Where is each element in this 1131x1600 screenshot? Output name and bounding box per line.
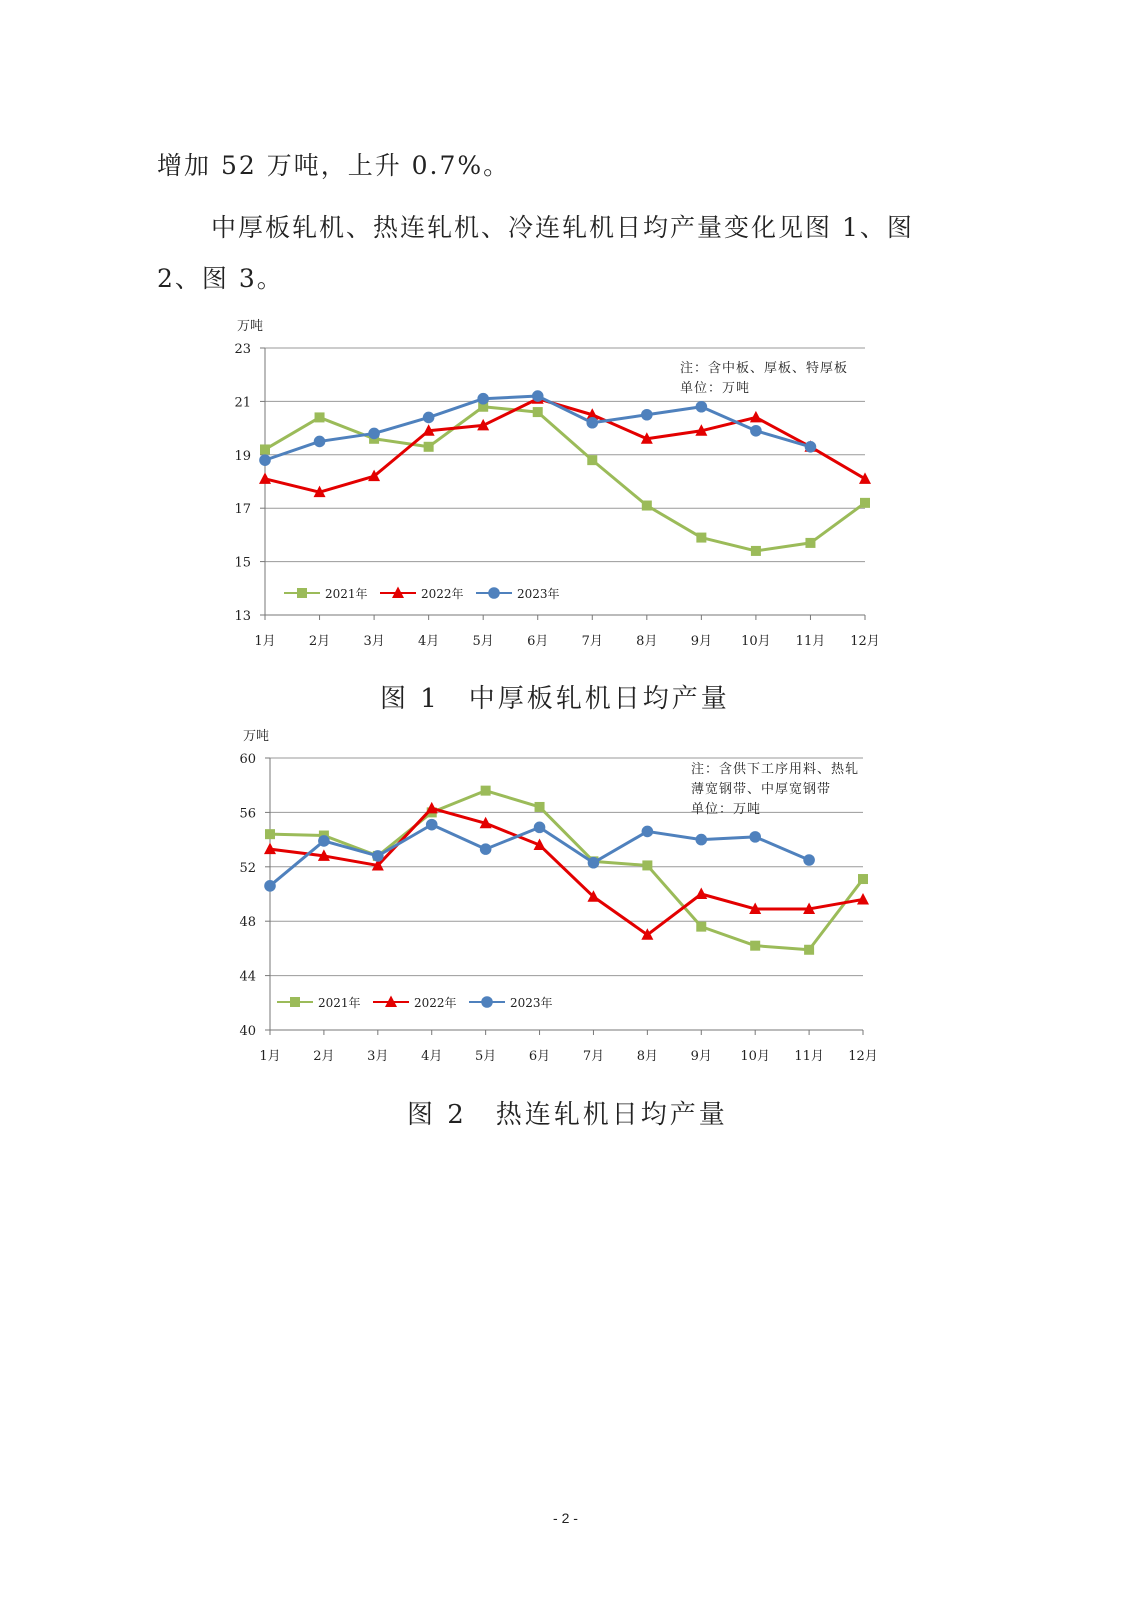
data-point-2023: [259, 454, 271, 466]
x-tick-label: 5月: [474, 1049, 497, 1064]
legend-label: 2021年: [318, 996, 361, 1010]
chart-1: [0, 310, 1131, 650]
chart-note: 注：含供下工序用料、热轧: [691, 762, 860, 777]
paragraph-line-1: 增加 52 万吨，上升 0.7%。: [157, 151, 511, 180]
x-tick-label: 1月: [259, 1049, 281, 1064]
data-point-2023: [426, 819, 438, 831]
data-point-2021: [642, 501, 652, 511]
legend-marker: [488, 587, 500, 599]
data-point-2021: [804, 945, 814, 955]
data-point-2021: [858, 874, 868, 884]
data-point-2021: [535, 802, 545, 812]
y-tick-label: 56: [239, 806, 256, 822]
data-point-2021: [260, 444, 270, 454]
data-point-2023: [588, 857, 600, 869]
legend-label: 2021年: [325, 587, 368, 601]
data-point-2023: [586, 417, 598, 429]
x-tick-label: 7月: [582, 1049, 605, 1064]
y-tick-label: 21: [234, 395, 251, 411]
x-tick-label: 4月: [421, 1049, 443, 1064]
data-point-2023: [368, 428, 380, 440]
data-point-2023: [696, 401, 708, 413]
y-tick-label: 13: [234, 609, 251, 624]
x-tick-label: 6月: [528, 1049, 551, 1064]
x-tick-label: 11月: [794, 1049, 824, 1064]
data-point-2021: [533, 407, 543, 417]
y-tick-label: 19: [234, 448, 251, 464]
series-line-2022: [265, 399, 865, 492]
x-tick-label: 9月: [690, 1049, 712, 1064]
series-line-2023: [270, 825, 809, 886]
legend-label: 2023年: [510, 996, 553, 1010]
x-tick-label: 12月: [850, 634, 880, 649]
data-point-2023: [695, 834, 707, 846]
legend-marker: [297, 588, 307, 598]
x-tick-label: 9月: [690, 634, 713, 649]
x-tick-label: 10月: [741, 634, 771, 649]
data-point-2021: [424, 442, 434, 452]
data-point-2021: [587, 455, 597, 465]
x-tick-label: 2月: [313, 1049, 335, 1064]
data-point-2023: [749, 831, 761, 843]
data-point-2023: [642, 826, 654, 838]
x-tick-label: 3月: [363, 634, 385, 649]
data-point-2021: [860, 498, 870, 508]
x-tick-label: 10月: [740, 1049, 770, 1064]
chart-note: 单位：万吨: [680, 381, 751, 396]
data-point-2023: [534, 822, 546, 834]
data-point-2021: [642, 860, 652, 870]
data-point-2023: [264, 880, 276, 892]
x-tick-label: 8月: [636, 634, 658, 649]
data-point-2023: [318, 835, 330, 847]
data-point-2023: [803, 854, 815, 866]
data-point-2021: [805, 538, 815, 548]
data-point-2021: [750, 941, 760, 951]
chart-2: [0, 728, 1131, 1068]
x-tick-label: 7月: [581, 634, 603, 649]
data-point-2023: [532, 390, 544, 402]
legend-marker: [481, 996, 493, 1008]
data-point-2022: [695, 888, 707, 900]
y-axis-label: 万吨: [243, 729, 270, 744]
y-tick-label: 48: [239, 915, 256, 931]
data-point-2022: [750, 411, 762, 423]
y-tick-label: 44: [239, 969, 256, 985]
data-point-2021: [696, 533, 706, 543]
x-tick-label: 12月: [848, 1049, 878, 1064]
paragraph-line-3: 2、图 3。: [157, 264, 284, 293]
paragraph-line-2: 中厚板轧机、热连轧机、冷连轧机日均产量变化见图 1、图: [211, 213, 914, 242]
data-point-2021: [265, 829, 275, 839]
chart-1-caption: 图 1 中厚板轧机日均产量: [380, 684, 730, 714]
series-line-2022: [270, 808, 863, 934]
y-tick-label: 17: [234, 502, 251, 518]
x-tick-label: 8月: [636, 1049, 659, 1064]
data-point-2021: [315, 412, 325, 422]
x-tick-label: 3月: [367, 1049, 389, 1064]
data-point-2021: [481, 786, 491, 796]
data-point-2022: [259, 472, 271, 484]
chart-note: 薄宽钢带、中厚宽钢带: [691, 782, 832, 797]
data-point-2023: [423, 412, 435, 424]
legend-label: 2022年: [414, 996, 457, 1010]
data-point-2023: [480, 843, 492, 855]
chart-note: 单位：万吨: [691, 802, 762, 817]
chart-note: 注：含中板、厚板、特厚板: [680, 361, 849, 376]
data-point-2023: [805, 441, 817, 453]
y-axis-label: 万吨: [237, 319, 264, 334]
legend-marker: [290, 997, 300, 1007]
y-tick-label: 60: [239, 752, 256, 767]
x-tick-label: 6月: [527, 634, 549, 649]
legend-label: 2022年: [421, 587, 464, 601]
data-point-2023: [372, 850, 384, 862]
data-point-2023: [314, 436, 326, 448]
chart-2-caption: 图 2 热连轧机日均产量: [407, 1100, 728, 1130]
data-point-2023: [750, 425, 762, 437]
page-number: - 2 -: [553, 1510, 578, 1526]
legend-label: 2023年: [517, 587, 560, 601]
x-tick-label: 4月: [417, 634, 440, 649]
x-tick-label: 5月: [472, 634, 494, 649]
data-point-2021: [696, 922, 706, 932]
y-tick-label: 40: [239, 1024, 256, 1039]
y-tick-label: 52: [239, 860, 256, 876]
x-tick-label: 2月: [308, 634, 331, 649]
x-tick-label: 11月: [795, 634, 826, 649]
data-point-2023: [641, 409, 653, 421]
x-tick-label: 1月: [254, 634, 276, 649]
data-point-2023: [477, 393, 489, 405]
y-tick-label: 15: [234, 555, 251, 571]
data-point-2021: [751, 546, 761, 556]
y-tick-label: 23: [234, 342, 251, 357]
